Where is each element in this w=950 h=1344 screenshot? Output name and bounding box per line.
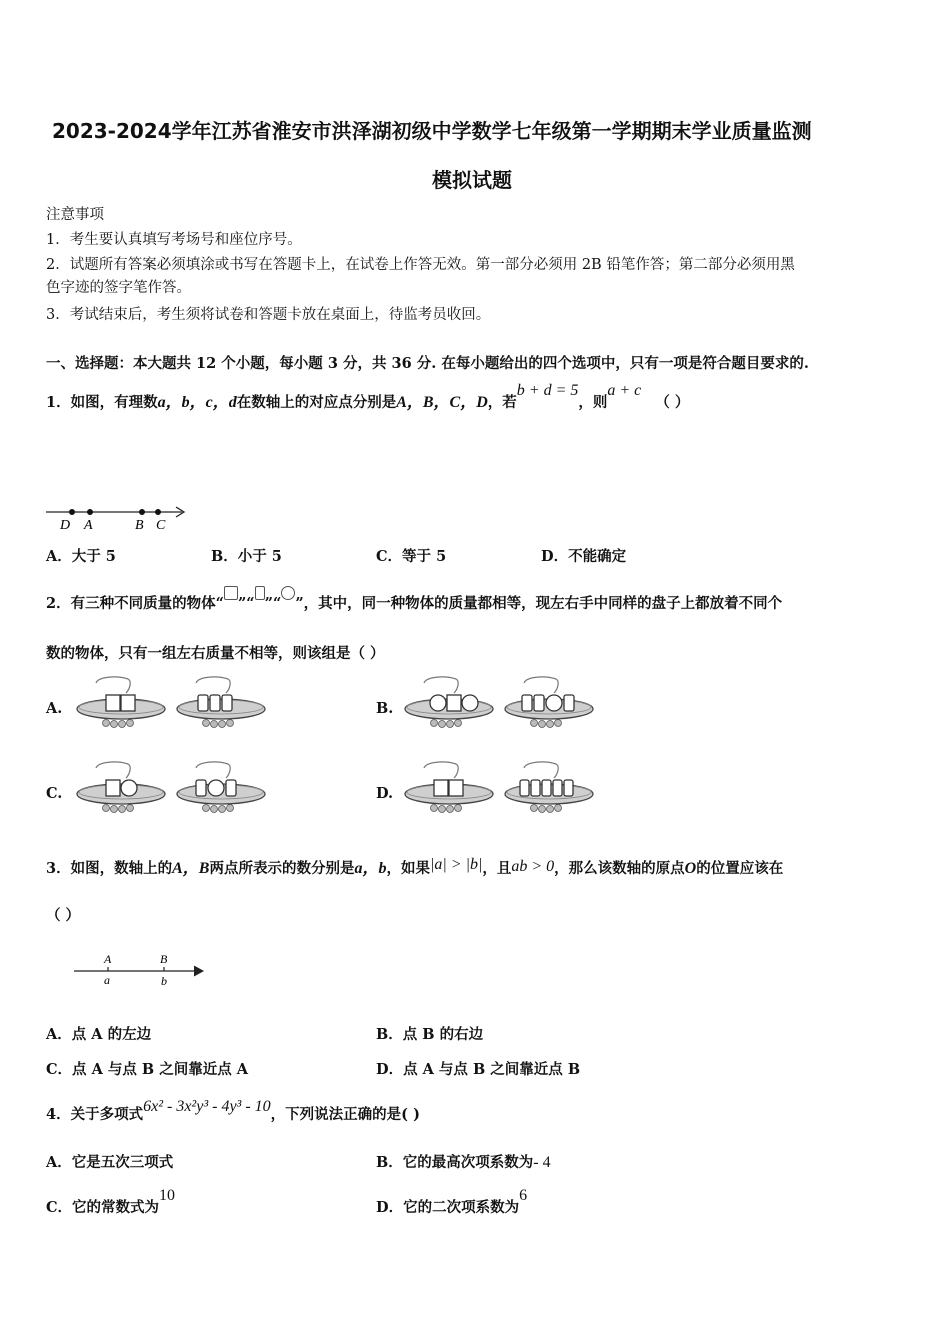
- q3-option-b[interactable]: B．点 B 的右边: [376, 1026, 484, 1043]
- axis-label-B: B: [135, 518, 144, 533]
- notes-item-1: 1．考生要认真填写考场号和座位序号。: [46, 232, 302, 248]
- axis-top-A: A: [104, 952, 112, 966]
- q3-stem: 3．如图，数轴上的A，B两点所表示的数分别是a，b，如果|a| > |b|，且ab > 0，那么该数轴的原点O的位置应该在: [46, 856, 784, 877]
- q3-paren: （ ）: [46, 907, 81, 924]
- q4-option-b[interactable]: B．它的最高次项系数为- 4: [376, 1154, 551, 1171]
- q3-number-line: [70, 950, 210, 990]
- q1-number-line: [40, 500, 200, 536]
- q1-condition: b + d = 5: [516, 382, 579, 399]
- q2-option-d-label[interactable]: D.: [376, 785, 394, 802]
- notes-item-2-cont: 色字迹的签字笔作答。: [46, 280, 191, 296]
- q2-option-b-image[interactable]: [404, 675, 599, 737]
- ball-icon: [281, 586, 295, 600]
- q3-condition-1: |a| > |b|: [429, 856, 483, 873]
- axis-bottom-a: a: [104, 973, 110, 987]
- q2-option-b-label[interactable]: B.: [376, 700, 394, 717]
- q3-option-d[interactable]: D．点 A 与点 B 之间靠近点 B: [376, 1061, 581, 1078]
- q4-option-c[interactable]: C．它的常数式为10: [46, 1187, 176, 1216]
- axis-label-A: A: [84, 518, 93, 533]
- notes-heading: 注意事项: [46, 207, 104, 223]
- q1-option-d[interactable]: D．不能确定: [541, 548, 627, 565]
- q4-option-d[interactable]: D．它的二次项系数为6: [376, 1187, 528, 1216]
- q2-option-a-image[interactable]: [76, 675, 271, 737]
- q1-option-a[interactable]: A．大于 5: [46, 548, 116, 565]
- q2-option-c-image[interactable]: [76, 760, 271, 822]
- q4-stem: 4．关于多项式6x² - 3x²y³ - 4y³ - 10，下列说法正确的是( ): [46, 1098, 420, 1123]
- q1-option-c[interactable]: C．等于 5: [376, 548, 447, 565]
- q1-stem: 1．如图，有理数a，b，c，d在数轴上的对应点分别是A，B，C，D，若b + d = 5，则a + c（ ）: [46, 382, 690, 411]
- cylinder-icon: [255, 586, 265, 600]
- section-heading: 一、选择题：本大题共 12 个小题，每小题 3 分，共 36 分. 在每小题给出的四个选项中，只有一项是符合题目要求的.: [46, 355, 809, 372]
- notes-item-2: 2．试题所有答案必须填涂或书写在答题卡上，在试卷上作答无效。第一部分必须用 2B 铅笔作答；第二部分必须用黑: [46, 257, 795, 273]
- axis-label-D: D: [60, 518, 71, 533]
- q4-option-a[interactable]: A．它是五次三项式: [46, 1154, 174, 1171]
- page-title: 2023-2024学年江苏省淮安市洪泽湖初级中学数学七年级第一学期期末学业质量监测: [52, 119, 812, 143]
- q3-condition-2: ab > 0: [511, 858, 555, 875]
- axis-bottom-b: b: [161, 974, 167, 988]
- page-subtitle: 模拟试题: [432, 168, 512, 192]
- axis-top-B: B: [160, 952, 168, 966]
- q2-option-a-label[interactable]: A.: [46, 700, 63, 717]
- q3-option-c[interactable]: C．点 A 与点 B 之间靠近点 A: [46, 1061, 249, 1078]
- q2-stem-line1: 2．有三种不同质量的物体“ ”“ ”“ ”，其中，同一种物体的质量都相等，现左右手中同样的盘子上都放着不同个: [46, 592, 782, 613]
- q3-option-a[interactable]: A．点 A 的左边: [46, 1026, 152, 1043]
- q2-option-c-label[interactable]: C.: [46, 785, 63, 802]
- axis-label-C: C: [156, 518, 166, 533]
- q2-stem-line2: 数的物体，只有一组左右质量不相等，则该组是（ ）: [46, 645, 385, 662]
- q2-option-d-image[interactable]: [404, 760, 599, 822]
- q1-expression: a + c: [607, 382, 642, 399]
- notes-item-3: 3．考试结束后，考生须将试卷和答题卡放在桌面上，待监考员收回。: [46, 307, 491, 323]
- q1-option-b[interactable]: B．小于 5: [211, 548, 282, 565]
- cube-icon: [224, 586, 238, 600]
- q4-polynomial: 6x² - 3x²y³ - 4y³ - 10: [143, 1098, 271, 1115]
